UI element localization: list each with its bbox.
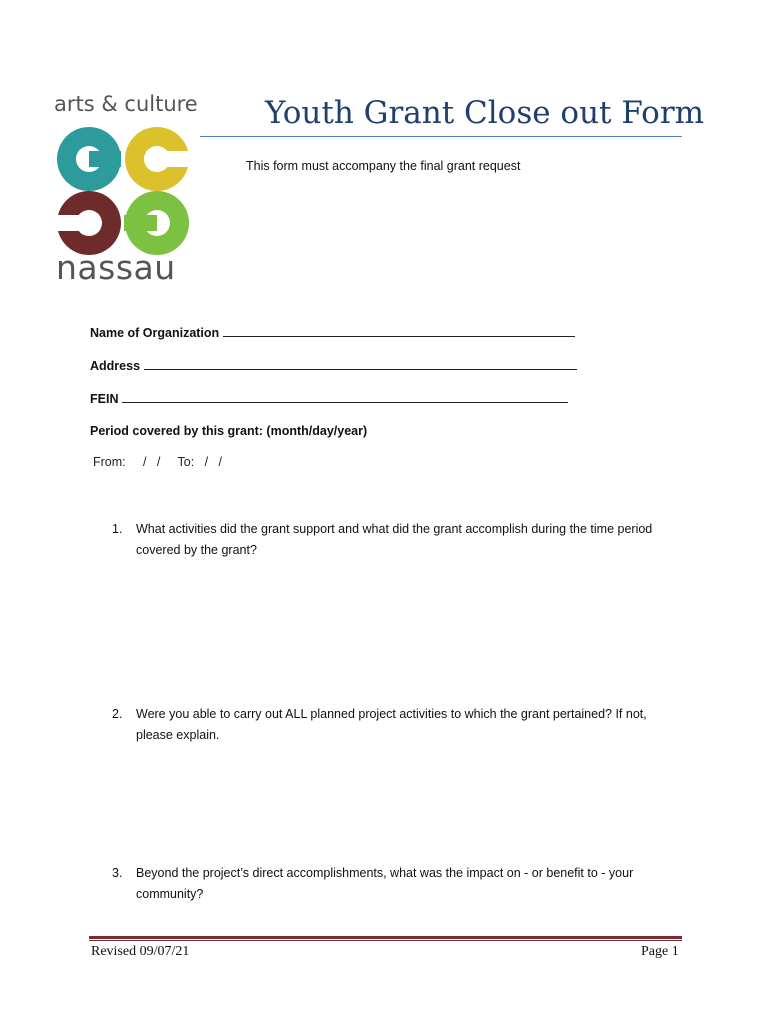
logo-top-text: arts & culture	[54, 92, 198, 116]
organization-field[interactable]	[90, 325, 575, 340]
to-label: To:	[177, 455, 195, 469]
period-dates[interactable]	[93, 455, 222, 469]
question-text: Beyond the project’s direct accomplishments, what was the impact on - or benefit to - your community?	[136, 866, 634, 901]
from-label: From:	[93, 455, 126, 469]
question-number: 1.	[112, 522, 123, 536]
question-text: What activities did the grant support and what did the grant accomplish during the time period covered by the grant?	[136, 522, 653, 557]
logo-bottom-text: nassau	[56, 248, 176, 287]
fein-label: FEIN	[90, 392, 119, 406]
footer-divider	[89, 936, 682, 939]
question-number: 3.	[112, 866, 123, 880]
logo-mark-icon	[56, 127, 192, 255]
page-title: Youth Grant Close out Form	[265, 95, 705, 131]
period-label: Period covered by this grant: (month/day/year)	[90, 424, 368, 438]
organization-label: Name of Organization	[90, 326, 220, 340]
from-date[interactable]: / /	[143, 455, 161, 469]
page-subtitle: This form must accompany the final grant request	[246, 159, 521, 173]
footer-divider-thin	[89, 940, 682, 941]
fein-input-line[interactable]	[122, 391, 568, 403]
revised-date: Revised 09/07/21	[91, 944, 190, 959]
page-number: Page 1	[641, 944, 679, 959]
address-field[interactable]	[90, 358, 577, 373]
question-number: 2.	[112, 707, 123, 721]
fein-field[interactable]	[90, 391, 568, 406]
question-text: Were you able to carry out ALL planned project activities to which the grant pertained? If not, please explain.	[136, 707, 647, 742]
address-label: Address	[90, 359, 141, 373]
title-divider	[200, 136, 682, 137]
to-date[interactable]: / /	[204, 455, 223, 469]
address-input-line[interactable]	[144, 358, 577, 370]
organization-input-line[interactable]	[223, 325, 575, 337]
